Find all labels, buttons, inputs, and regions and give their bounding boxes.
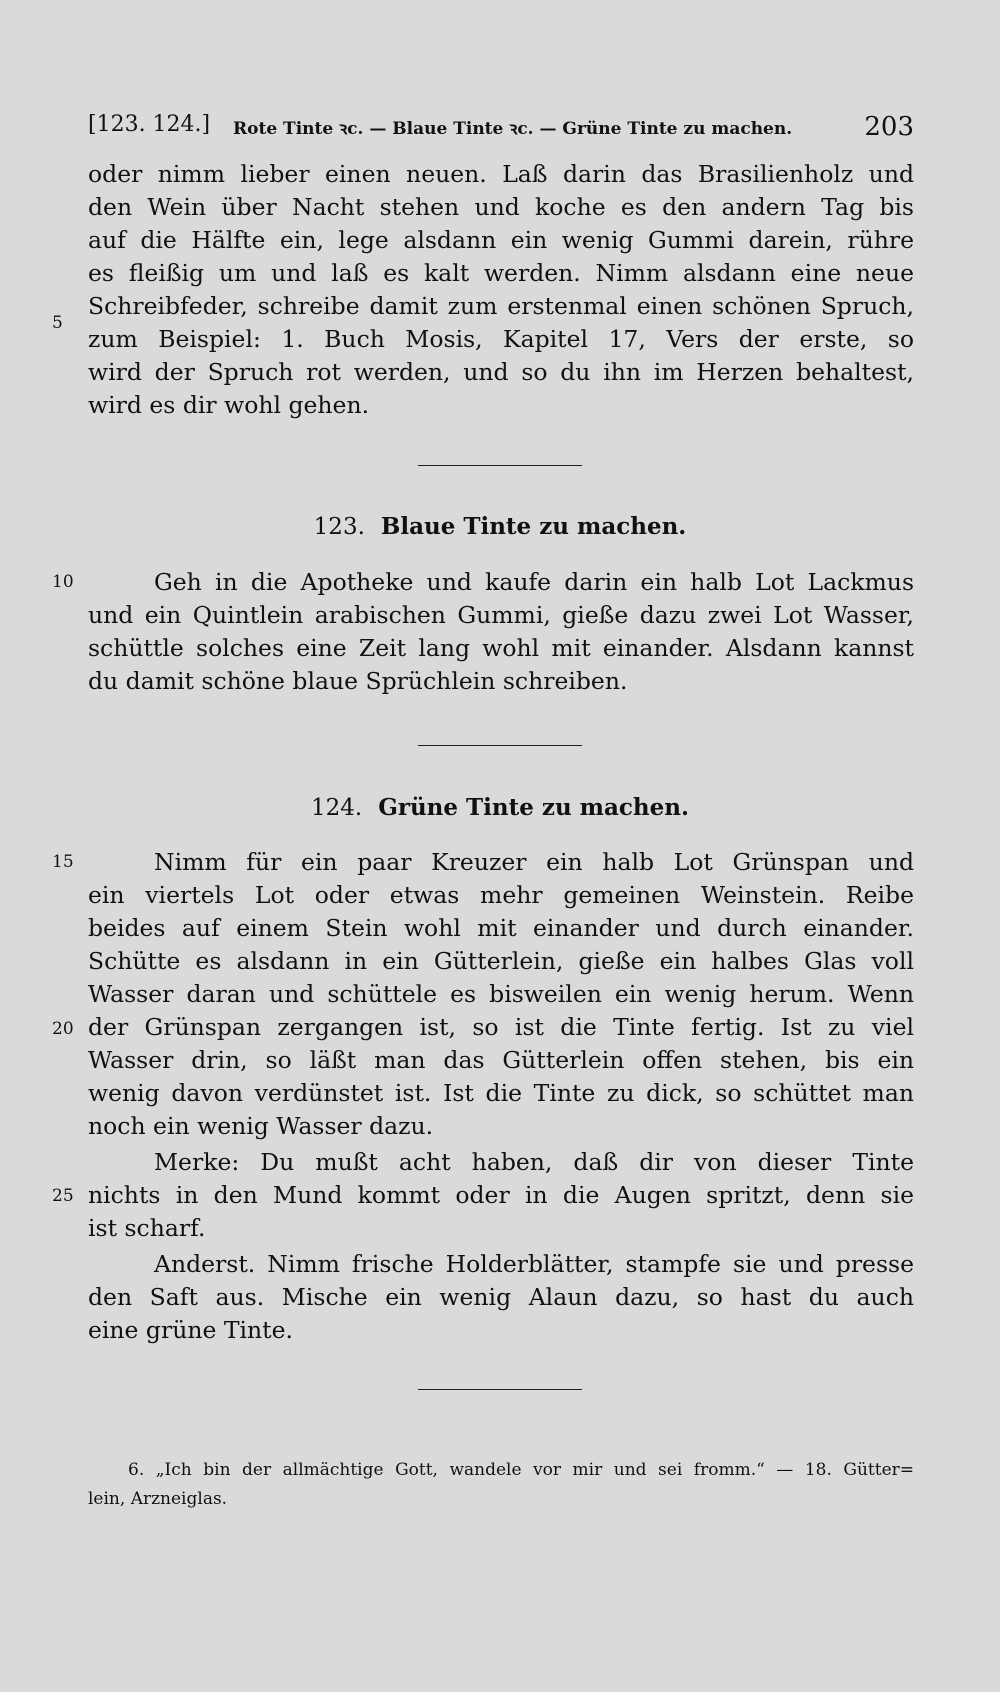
text-line: noch ein wenig Wasser dazu. [88,1112,434,1140]
text-line: den Wein über Nacht stehen und koche es den andern Tag bis [88,193,914,221]
footnote-line: 6. „Ich bin der allmächtige Gott, wandele vor mir und sei fromm.“ — 18. Gütter= [128,1460,914,1480]
line-number: 15 [52,852,74,872]
footnote-line: lein, Arzneiglas. [88,1489,228,1509]
text-line: Wasser drin, so läßt man das Gütterlein offen stehen, bis ein [88,1046,914,1074]
section-title: Grüne Tinte zu machen. [378,794,690,821]
text-line: es fleißig um und laß es kalt werden. Nimm alsdann eine neue [88,259,914,287]
line-number: 20 [52,1019,74,1039]
section-heading-124 [0,794,1000,821]
text-line: und ein Quintlein arabischen Gummi, gieße dazu zwei Lot Wasser, [88,601,914,629]
line-number: 25 [52,1186,74,1206]
text-line: eine grüne Tinte. [88,1316,294,1344]
text-line: ist scharf. [88,1214,206,1242]
section-heading-123 [0,513,1000,540]
text-line: oder nimm lieber einen neuen. Laß darin das Brasilienholz und [88,160,914,188]
page-number: 203 [864,112,914,142]
text-line: Anderst. Nimm frische Holderblätter, stampfe sie und presse [154,1250,914,1278]
text-line: wird es dir wohl gehen. [88,391,370,419]
text-line: Merke: Du mußt acht haben, daß dir von dieser Tinte [154,1148,914,1176]
header-section-range: [123. 124.] [88,112,211,137]
text-line: zum Beispiel: 1. Buch Mosis, Kapitel 17, Vers der erste, so [88,325,914,353]
line-number: 5 [52,313,63,333]
line-number: 10 [52,572,74,592]
section-number: 123. [313,514,365,540]
text-line: Nimm für ein paar Kreuzer ein halb Lot Grünspan und [154,848,914,876]
section-divider [418,1389,582,1390]
text-line: auf die Hälfte ein, lege alsdann ein wenig Gummi darein, rühre [88,226,914,254]
section-number: 124. [310,795,363,821]
section-title: Blaue Tinte zu machen. [380,513,687,540]
section-divider [418,745,582,746]
text-line: wird der Spruch rot werden, und so du ihn im Herzen behaltest, [88,358,914,386]
text-line: Schütte es alsdann in ein Gütterlein, gieße ein halbes Glas voll [88,947,914,975]
text-line: den Saft aus. Mische ein wenig Alaun dazu, so hast du auch [88,1283,914,1311]
text-line: ein viertels Lot oder etwas mehr gemeinen Weinstein. Reibe [88,881,914,909]
running-header [88,112,914,148]
text-line: Geh in die Apotheke und kaufe darin ein halb Lot Lackmus [154,568,914,596]
text-line: wenig davon verdünstet ist. Ist die Tinte zu dick, so schüttet man [88,1079,914,1107]
section-divider [418,465,582,466]
text-line: schüttle solches eine Zeit lang wohl mit einander. Alsdann kannst [88,634,914,662]
text-line: nichts in den Mund kommt oder in die Augen spritzt, denn sie [88,1181,914,1209]
text-line: du damit schöne blaue Sprüchlein schreiben. [88,667,628,695]
text-line: Wasser daran und schüttele es bisweilen ein wenig herum. Wenn [88,980,914,1008]
text-line: beides auf einem Stein wohl mit einander und durch einander. [88,914,914,942]
text-line: Schreibfeder, schreibe damit zum erstenmal einen schönen Spruch, [88,292,914,320]
text-line: der Grünspan zergangen ist, so ist die Tinte fertig. Ist zu viel [88,1013,914,1041]
header-title: Rote Tinte ꝛc. — Blaue Tinte ꝛc. — Grüne Tinte zu machen. [233,119,793,139]
